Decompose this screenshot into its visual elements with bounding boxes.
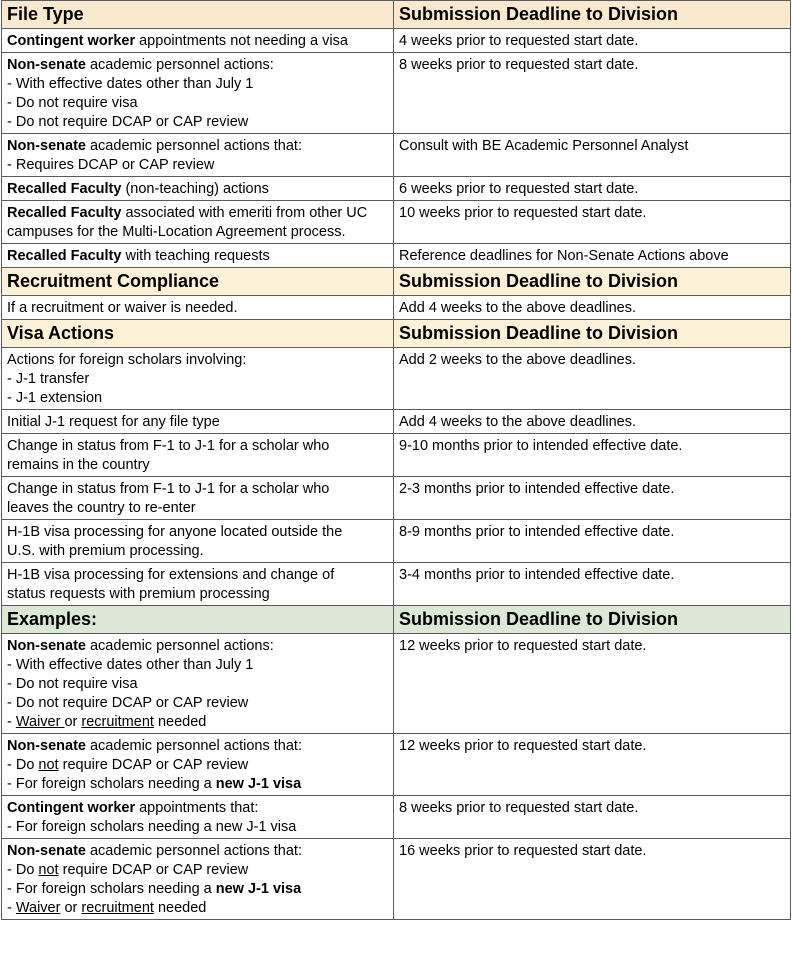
table-row (2, 410, 791, 434)
deadline-header: Submission Deadline to Division (394, 606, 791, 634)
file-type-text: with teaching requests (121, 248, 270, 264)
file-type-text: appointments that: (135, 800, 259, 816)
file-type-cell (2, 348, 394, 410)
needed-text: needed (153, 714, 207, 730)
waiver-text: Waiver (15, 900, 61, 916)
deadline-cell: 9-10 months prior to intended effective date. (394, 434, 791, 477)
file-type-cell (2, 410, 394, 434)
not-text: not (38, 862, 59, 878)
deadline-cell: Reference deadlines for Non-Senate Actions above (394, 244, 791, 268)
review-text: require DCAP or CAP review (58, 757, 249, 773)
table-row (2, 244, 791, 268)
condition-line: H-1B visa processing for anyone located outside the (7, 524, 343, 540)
file-type-bold: Contingent worker (7, 800, 136, 816)
file-type-bold: Non-senate (7, 638, 86, 654)
condition-line: U.S. with premium processing. (7, 543, 204, 559)
condition-line (7, 861, 388, 880)
table-row (2, 348, 791, 410)
dash-text: - (7, 714, 16, 730)
deadline-header: Submission Deadline to Division (394, 1, 791, 29)
table-row (2, 177, 791, 201)
examples-header: Examples: (2, 606, 394, 634)
deadline-cell: 2-3 months prior to intended effective date. (394, 477, 791, 520)
file-type-cell (2, 477, 394, 520)
condition-line: - Do not require visa (7, 95, 138, 111)
file-type-bold: Contingent worker (7, 33, 136, 49)
condition-line: leaves the country to re-enter (7, 500, 196, 516)
file-type-text: academic personnel actions: (85, 57, 274, 73)
file-type-cell (2, 839, 394, 920)
table-row (2, 634, 791, 734)
table-row (2, 53, 791, 134)
needed-text: needed (153, 900, 207, 916)
file-type-cell (2, 134, 394, 177)
condition-line: - With effective dates other than July 1 (7, 657, 254, 673)
section-header-row (2, 320, 791, 348)
condition-line (7, 880, 388, 899)
condition-line: Actions for foreign scholars involving: (7, 352, 247, 368)
table-row (2, 563, 791, 606)
file-type-cell (2, 734, 394, 796)
deadline-cell: Consult with BE Academic Personnel Analyst (394, 134, 791, 177)
or-text: or (60, 900, 82, 916)
condition-line: - Do not require DCAP or CAP review (7, 695, 249, 711)
table-row (2, 477, 791, 520)
condition-line: - J-1 extension (7, 390, 103, 406)
file-type-cell (2, 53, 394, 134)
file-type-cell (2, 796, 394, 839)
condition-line: - J-1 transfer (7, 371, 90, 387)
condition-line: - Do not require visa (7, 676, 138, 692)
do-text: - Do (7, 757, 39, 773)
condition-line: - Requires DCAP or CAP review (7, 157, 215, 173)
file-type-text: appointments not needing a visa (135, 33, 348, 49)
file-type-cell (2, 634, 394, 734)
file-type-bold: Non-senate (7, 57, 86, 73)
deadline-cell: 16 weeks prior to requested start date. (394, 839, 791, 920)
file-type-text: (non-teaching) actions (121, 181, 269, 197)
deadline-cell: 4 weeks prior to requested start date. (394, 29, 791, 53)
condition-line: status requests with premium processing (7, 586, 270, 602)
recruitment-text: recruitment (81, 900, 154, 916)
table-row (2, 29, 791, 53)
deadline-cell: 6 weeks prior to requested start date. (394, 177, 791, 201)
deadline-cell: Add 2 weeks to the above deadlines. (394, 348, 791, 410)
file-type-cell (2, 201, 394, 244)
table-row (2, 434, 791, 477)
deadline-cell: 8 weeks prior to requested start date. (394, 796, 791, 839)
file-type-text: associated with emeriti from other UC campuses for the Multi-Location Agreement process. (7, 205, 368, 240)
new-visa-text: new J-1 visa (215, 776, 302, 792)
deadline-cell: 3-4 months prior to intended effective date. (394, 563, 791, 606)
file-type-cell (2, 244, 394, 268)
condition-line: remains in the country (7, 457, 150, 473)
deadline-header: Submission Deadline to Division (394, 268, 791, 296)
file-type-cell: If a recruitment or waiver is needed. (2, 296, 394, 320)
deadline-cell: Add 4 weeks to the above deadlines. (394, 296, 791, 320)
review-text: require DCAP or CAP review (58, 862, 249, 878)
condition-line (7, 713, 388, 732)
foreign-text: - For foreign scholars needing a (7, 881, 216, 897)
table-row (2, 734, 791, 796)
condition-line (7, 899, 388, 918)
deadline-cell: 12 weeks prior to requested start date. (394, 634, 791, 734)
waiver-text: Waiver (15, 714, 65, 730)
deadline-cell: 12 weeks prior to requested start date. (394, 734, 791, 796)
condition-line: Change in status from F-1 to J-1 for a scholar who (7, 481, 330, 497)
file-type-bold: Recalled Faculty (7, 248, 122, 264)
file-type-cell (2, 520, 394, 563)
file-type-bold: Non-senate (7, 138, 86, 154)
file-type-text: academic personnel actions that: (85, 738, 302, 754)
condition-line (7, 775, 388, 794)
file-type-text: academic personnel actions that: (85, 843, 302, 859)
file-type-header: File Type (2, 1, 394, 29)
condition-line: - Do not require DCAP or CAP review (7, 114, 249, 130)
file-type-text: academic personnel actions: (85, 638, 274, 654)
not-text: not (38, 757, 59, 773)
file-type-cell (2, 563, 394, 606)
section-header-row (2, 606, 791, 634)
recruitment-compliance-header: Recruitment Compliance (2, 268, 394, 296)
file-type-cell (2, 29, 394, 53)
deadline-header: Submission Deadline to Division (394, 320, 791, 348)
table-row (2, 201, 791, 244)
table-row (2, 796, 791, 839)
condition-line: H-1B visa processing for extensions and change of (7, 567, 335, 583)
file-type-text: academic personnel actions that: (85, 138, 302, 154)
deadline-cell: 10 weeks prior to requested start date. (394, 201, 791, 244)
file-type-bold: Non-senate (7, 843, 86, 859)
condition-line (7, 756, 388, 775)
table-row (2, 134, 791, 177)
file-type-cell (2, 177, 394, 201)
file-type-bold: Non-senate (7, 738, 86, 754)
or-text: or (64, 714, 82, 730)
section-header-row (2, 268, 791, 296)
deadline-cell: Add 4 weeks to the above deadlines. (394, 410, 791, 434)
condition-line: - For foreign scholars needing a new J-1 visa (7, 819, 297, 835)
table-row (2, 839, 791, 920)
table-row (2, 296, 791, 320)
condition-line: Initial J-1 request for any file type (7, 414, 220, 430)
table-header-row (2, 1, 791, 29)
condition-line: Change in status from F-1 to J-1 for a scholar who (7, 438, 330, 454)
deadline-table (1, 0, 791, 920)
dash-text: - (7, 900, 16, 916)
condition-line: - With effective dates other than July 1 (7, 76, 254, 92)
visa-actions-header: Visa Actions (2, 320, 394, 348)
table-row (2, 520, 791, 563)
deadline-cell: 8 weeks prior to requested start date. (394, 53, 791, 134)
recruitment-text: recruitment (81, 714, 154, 730)
foreign-text: - For foreign scholars needing a (7, 776, 216, 792)
deadline-cell: 8-9 months prior to intended effective date. (394, 520, 791, 563)
new-visa-text: new J-1 visa (215, 881, 302, 897)
file-type-bold: Recalled Faculty (7, 205, 122, 221)
file-type-bold: Recalled Faculty (7, 181, 122, 197)
file-type-cell (2, 434, 394, 477)
do-text: - Do (7, 862, 39, 878)
